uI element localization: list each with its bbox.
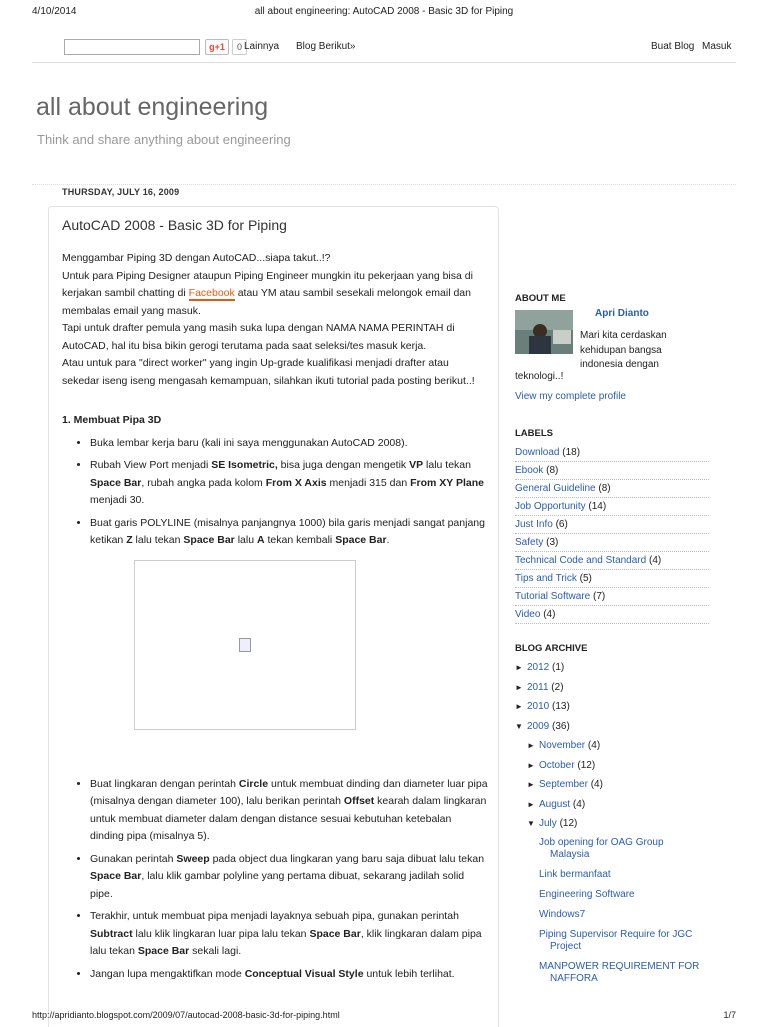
label-item: [515, 516, 709, 534]
archive-link[interactable]: September: [539, 779, 588, 790]
post-paragraph: Tapi untuk drafter pemula yang masih suka lupa dengan NAMA NAMA PERINTAH di AutoCAD, hal itu bisa bikin gerogi terutama pada saat seleksi/tes masuk kerja.: [62, 322, 455, 352]
more-link[interactable]: Lainnya: [244, 41, 280, 52]
blog-title[interactable]: all about engineering: [36, 93, 269, 121]
label-count: (8): [598, 483, 611, 494]
archive-month: [515, 795, 709, 815]
archive-post-title: Malaysia: [550, 848, 590, 860]
label-count: (14): [588, 501, 607, 512]
label-link[interactable]: Safety: [515, 537, 544, 548]
archive-count: (36): [552, 720, 570, 732]
list-item: • Terakhir, untuk membuat pipa menjadi layaknya sebuah pipa, gunakan perintah Subtract lalu klik lingkaran luar pipa lalu tekan Space Bar, klik lingkaran dalam pipa lalu tekan Space Bar sekali lagi.: [90, 908, 488, 961]
archive-post-title: NAFFORA: [550, 972, 598, 984]
archive-link[interactable]: August: [539, 798, 571, 810]
label-link[interactable]: General Guideline: [515, 483, 596, 494]
archive-link[interactable]: 2012: [527, 662, 550, 673]
labels-list: [515, 444, 709, 624]
archive-month: [515, 736, 709, 756]
label-link[interactable]: Tips and Trick: [515, 573, 577, 584]
labels-heading: LABELS: [515, 428, 553, 439]
archive-post-title: Engineering Software: [539, 888, 635, 900]
list-item: • Gunakan perintah Sweep pada object dua lingkaran yang baru saja dibuat lalu tekan Space Bar, lalu klik gambar polyline yang pertama dibuat, sekarang jadilah solid pipe.: [90, 851, 488, 904]
toggle-arrow-icon[interactable]: ►: [527, 780, 535, 789]
archive-post-title: Job opening for OAG Group: [539, 836, 664, 848]
archive-post-link[interactable]: [515, 869, 709, 881]
archive-post-title: Windows7: [539, 908, 586, 920]
toggle-arrow-icon[interactable]: ►: [515, 682, 523, 692]
archive-year: [515, 697, 709, 717]
archive-post-link[interactable]: [515, 837, 709, 861]
about-heading: ABOUT ME: [515, 293, 566, 304]
label-count: (5): [579, 573, 592, 584]
archive-post-link[interactable]: [515, 961, 709, 985]
post-paragraph: Menggambar Piping 3D dengan AutoCAD...siapa takut..!?: [62, 252, 331, 264]
facebook-link[interactable]: Facebook: [188, 287, 235, 299]
print-date: 4/10/2014: [32, 6, 77, 17]
label-count: (3): [546, 537, 559, 548]
label-item: [515, 444, 709, 462]
section-heading: 1. Membuat Pipa 3D: [62, 414, 162, 426]
gplus-button[interactable]: g+1: [205, 39, 229, 55]
blog-description: Think and share anything about engineering: [37, 132, 291, 147]
archive-month: [515, 756, 709, 776]
view-profile-link[interactable]: View my complete profile: [515, 391, 626, 402]
post-paragraph: Atau untuk para "direct worker" yang ingin Up-grade kualifikasi menjadi drafter atau sekedar iseng iseng mengasah kemampuan, silahkan ikuti tutorial pada posting berikut..!: [62, 357, 475, 387]
archive-count: (4): [572, 798, 586, 810]
label-count: (18): [562, 447, 581, 458]
archive-link[interactable]: November: [539, 740, 586, 751]
archive-count: (2): [551, 681, 564, 693]
label-link[interactable]: Just Info: [515, 519, 553, 530]
author-bio: Mari kita cerdaskan kehidupan bangsa indonesia dengan: [580, 330, 667, 370]
list-item: • Buat lingkaran dengan perintah Circle untuk membuat dinding dan diameter luar pipa (misalnya dengan diameter 100), lalu berikan perintah Offset kearah dalam lingkaran untuk membuat diameter dalam dengan distance sesuai kebutuhan ketebalan dinding pipa (misalnya 5).: [90, 776, 488, 846]
print-header: [0, 6, 768, 20]
label-count: (7): [593, 591, 606, 602]
post-body: [62, 250, 488, 988]
archive-year: [515, 717, 709, 737]
archive-month: [515, 814, 709, 834]
label-count: (4): [648, 555, 662, 566]
archive-heading: BLOG ARCHIVE: [515, 643, 588, 654]
archive-count: (12): [577, 759, 596, 771]
toggle-arrow-icon[interactable]: ▼: [527, 819, 535, 828]
print-title: all about engineering: AutoCAD 2008 - Basic 3D for Piping: [254, 6, 514, 17]
archive-post-link[interactable]: [515, 889, 709, 901]
label-count: (8): [546, 465, 559, 476]
archive-list: [515, 658, 709, 993]
list-item: • Buat garis POLYLINE (misalnya panjangnya 1000) bila garis menjadi sangat panjang ketikan Z lalu tekan Space Bar lalu A tekan kembali Space Bar.: [90, 515, 488, 550]
archive-link[interactable]: July: [539, 818, 557, 829]
label-item: [515, 570, 709, 588]
archive-post-title: MANPOWER REQUIREMENT FOR: [539, 960, 700, 972]
label-link[interactable]: Ebook: [515, 465, 544, 476]
search-input[interactable]: [64, 39, 200, 55]
archive-post-title: Project: [550, 940, 582, 952]
archive-post-link[interactable]: [515, 909, 709, 921]
label-item: [515, 480, 709, 498]
print-url: http://apridianto.blogspot.com/2009/07/autocad-2008-basic-3d-for-piping.html: [32, 1010, 340, 1020]
archive-month: [515, 775, 709, 795]
gplus-count: 0: [232, 39, 247, 55]
label-item: [515, 588, 709, 606]
toggle-arrow-icon[interactable]: ►: [527, 760, 535, 770]
archive-link[interactable]: October: [539, 759, 575, 771]
label-count: (4): [543, 609, 556, 620]
steps-list: [62, 435, 488, 550]
toggle-arrow-icon[interactable]: ►: [527, 741, 535, 750]
archive-link[interactable]: 2009: [527, 720, 550, 732]
create-blog-link[interactable]: Buat Blog: [651, 41, 695, 52]
archive-count: (1): [552, 662, 565, 673]
archive-link[interactable]: 2011: [527, 681, 549, 693]
list-item: • Rubah View Port menjadi SE Isometric, bisa juga dengan mengetik VP lalu tekan Space Bar, rubah angka pada kolom From X Axis menjadi 315 dan From XY Plane menjadi 30.: [90, 457, 488, 510]
post-title[interactable]: AutoCAD 2008 - Basic 3D for Piping: [62, 217, 287, 233]
archive-post-title: Link bermanfaat: [539, 868, 611, 880]
header-divider: [32, 184, 736, 185]
label-item: [515, 552, 709, 570]
sign-in-link[interactable]: Masuk: [702, 41, 732, 52]
steps-list: [62, 776, 488, 984]
archive-post-title: Piping Supervisor Require for JGC: [539, 928, 693, 940]
print-page-number: 1/7: [723, 1010, 736, 1020]
toggle-arrow-icon[interactable]: ►: [527, 799, 535, 809]
archive-year: [515, 658, 709, 678]
post-paragraph: Untuk para Piping Designer ataupun Piping Engineer mungkin itu pekerjaan yang bisa di kerjakan sambil chatting di Facebook atau YM atau sambil sesekali melongok email dan membalas email yang masuk.: [62, 269, 473, 317]
toggle-arrow-icon[interactable]: ▼: [515, 721, 523, 731]
label-link[interactable]: Video: [515, 609, 541, 620]
next-blog-link[interactable]: Blog Berikut»: [296, 41, 356, 52]
archive-count: (13): [552, 701, 570, 712]
blogger-navbar: [32, 34, 736, 63]
list-item: • Buka lembar kerja baru (kali ini saya menggunakan AutoCAD 2008).: [90, 435, 488, 453]
archive-count: (4): [587, 740, 601, 751]
avatar[interactable]: [515, 310, 573, 354]
broken-image-icon: [239, 638, 251, 652]
author-name-link[interactable]: Apri Dianto: [595, 308, 649, 319]
archive-count: (4): [590, 779, 603, 790]
label-link[interactable]: Job Opportunity: [515, 501, 586, 512]
author-bio-tail: teknologi..!: [515, 371, 564, 382]
archive-link[interactable]: 2010: [527, 701, 550, 712]
archive-count: (12): [559, 818, 578, 829]
archive-year: [515, 678, 709, 698]
label-item: [515, 534, 709, 552]
label-link[interactable]: Download: [515, 447, 560, 458]
toggle-arrow-icon[interactable]: ►: [515, 663, 523, 672]
archive-post-link[interactable]: [515, 929, 709, 953]
toggle-arrow-icon[interactable]: ►: [515, 702, 523, 711]
label-item: [515, 606, 709, 624]
label-link[interactable]: Tutorial Software: [515, 591, 591, 602]
list-item: • Jangan lupa mengaktifkan mode Conceptual Visual Style untuk lebih terlihat.: [90, 966, 488, 984]
post-date-header: THURSDAY, JULY 16, 2009: [62, 187, 180, 197]
label-item: [515, 462, 709, 480]
label-count: (6): [555, 519, 568, 530]
label-link[interactable]: Technical Code and Standard: [515, 555, 647, 566]
label-item: [515, 498, 709, 516]
post-image[interactable]: [134, 560, 356, 730]
